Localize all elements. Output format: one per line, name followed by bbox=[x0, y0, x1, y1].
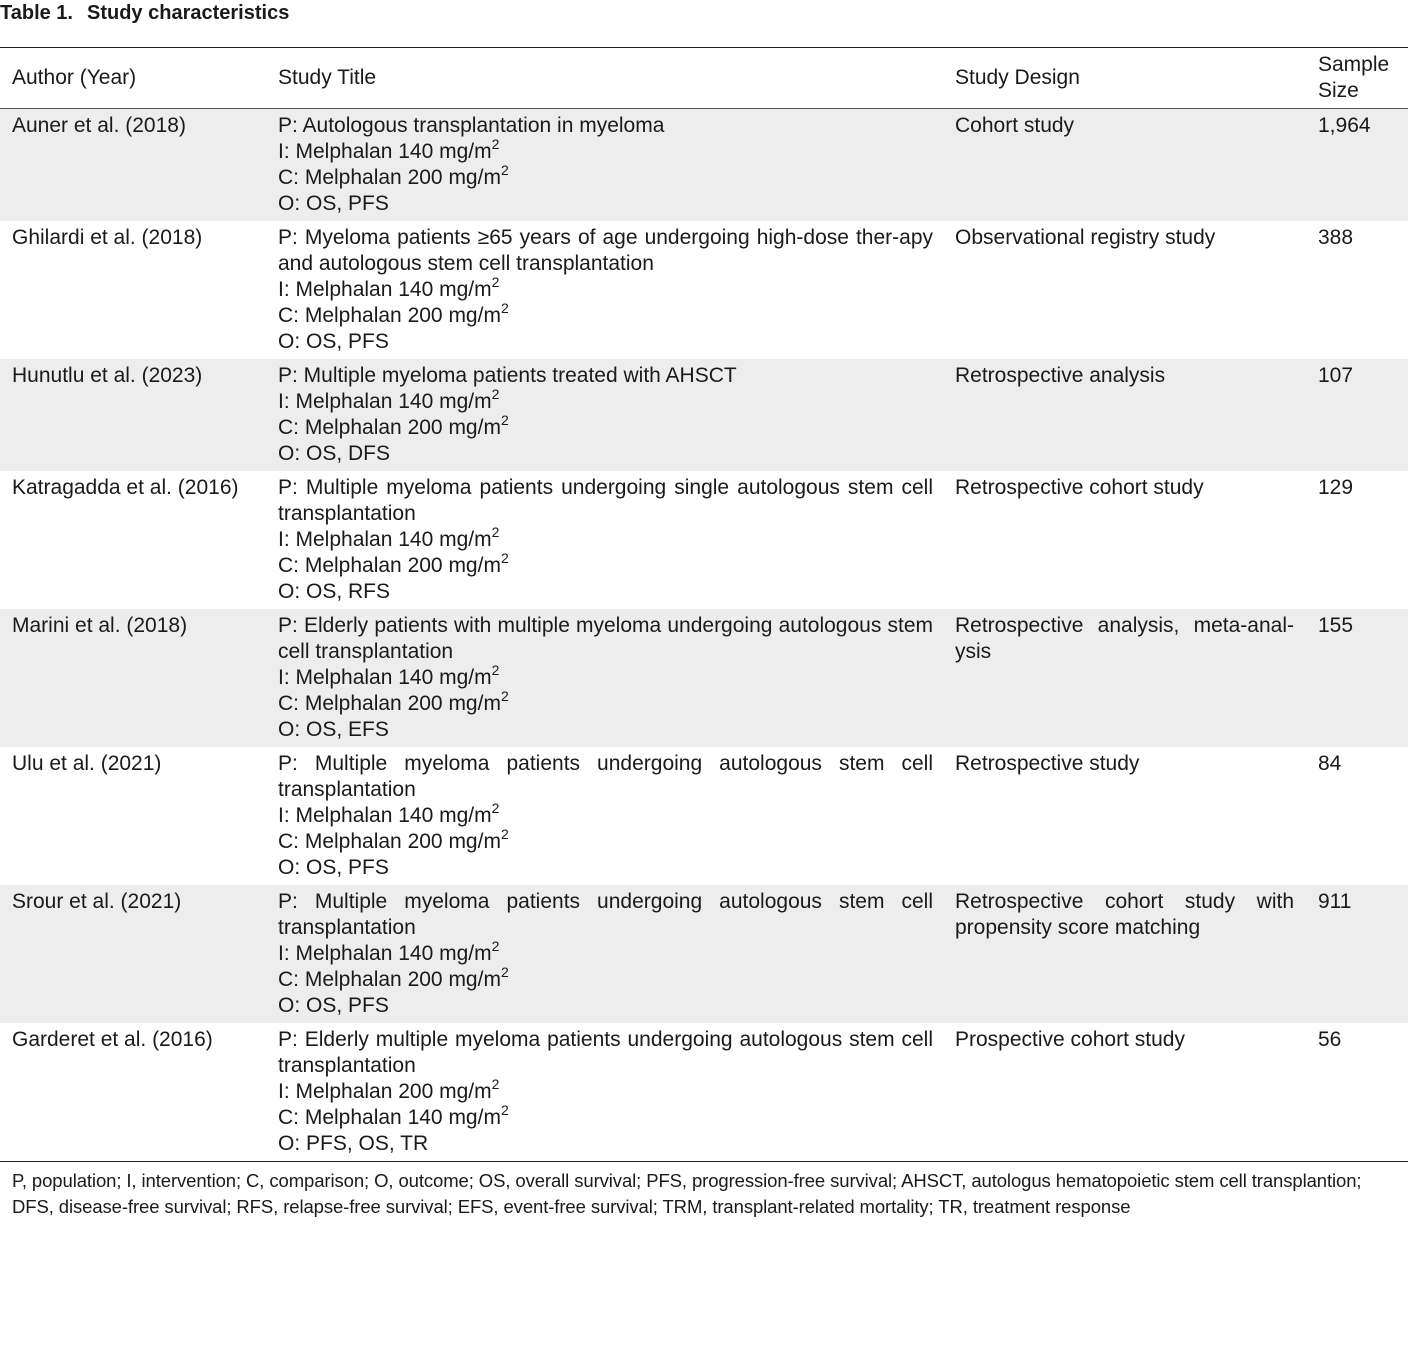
design-cell: Retrospective study bbox=[955, 752, 1140, 775]
design-cell: Prospective cohort study bbox=[955, 1028, 1185, 1051]
title-cell: P: Multiple myeloma patients treated with AHSCT I: Melphalan 140 $mg/m^2$ C: Melphalan 200 $mg/m^2$ O: OS, DFS bbox=[278, 364, 737, 465]
author-cell: Katragadda et al. (2016) bbox=[12, 476, 239, 499]
sample-size-cell: 388 bbox=[1318, 226, 1354, 249]
table-title: Study characteristics bbox=[87, 2, 290, 24]
table-row bbox=[0, 609, 1408, 747]
title-cell: P: Autologous transplantation in myeloma I: Melphalan 140 $mg/m^2$ C: Melphalan 200 $mg/m^2$ O: OS, PFS bbox=[278, 114, 665, 215]
title-cell: P: Myeloma patients ≥65 years of age undergoing high-dose ther-apy and autologous stem cell transplantation I: Melphalan 140 $mg/m^2$ C: Melphalan 200 $mg/m^2$ O: OS, PFS bbox=[278, 226, 933, 353]
design-cell: Retrospective cohort study with propensity score matching bbox=[955, 890, 1294, 939]
author-cell: Srour et al. (2021) bbox=[12, 890, 182, 913]
table-caption bbox=[0, 0, 289, 28]
title-cell: P: Elderly multiple myeloma patients undergoing autologous stem cell transplantation I: Melphalan 200 $mg/m^2$ C: Melphalan 140 $mg/m^2$ O: PFS, OS, TR bbox=[278, 1028, 933, 1155]
design-cell: Retrospective cohort study bbox=[955, 476, 1204, 499]
header-design: Study Design bbox=[955, 66, 1080, 89]
author-cell: Marini et al. (2018) bbox=[12, 614, 188, 637]
sample-size-cell: 84 bbox=[1318, 752, 1342, 775]
table-footnote: P, population; I, intervention; C, comparison; O, outcome; OS, overall survival; PFS, progression-free survival; AHSCT, autologus hematopoietic stem cell transplantion; DFS, disease-free survival; RFS, relapse-free survival; EFS, event-free survival; TRM, transplant-related mortality; TR, treatment response bbox=[0, 1161, 1408, 1220]
sample-size-cell: 107 bbox=[1318, 364, 1354, 387]
author-cell: Hunutlu et al. (2023) bbox=[12, 364, 203, 387]
author-cell: Auner et al. (2018) bbox=[12, 114, 186, 137]
author-cell: Garderet et al. (2016) bbox=[12, 1028, 213, 1051]
design-cell: Observational registry study bbox=[955, 226, 1216, 249]
title-cell: P: Multiple myeloma patients undergoing autologous stem cell transplantation I: Melphalan 140 $mg/m^2$ C: Melphalan 200 $mg/m^2$ O: OS, PFS bbox=[278, 752, 933, 879]
table-row bbox=[0, 359, 1408, 471]
title-cell: P: Elderly patients with multiple myeloma undergoing autologous stem cell transplantation I: Melphalan 140 $mg/m^2$ C: Melphalan 200 $mg/m^2$ O: OS, EFS bbox=[278, 614, 933, 741]
table-number: Table 1. bbox=[0, 2, 73, 24]
header-sample-size: Sample Size bbox=[1318, 53, 1390, 102]
sample-size-cell: 911 bbox=[1318, 890, 1352, 913]
design-cell: Cohort study bbox=[955, 114, 1075, 137]
table-row bbox=[0, 471, 1408, 609]
table-row bbox=[0, 221, 1408, 359]
sample-size-cell: 129 bbox=[1318, 476, 1354, 499]
table-header-row bbox=[0, 48, 1408, 109]
table-row bbox=[0, 109, 1408, 221]
study-characteristics-table bbox=[0, 47, 1408, 1161]
table-row bbox=[0, 885, 1408, 1023]
sample-size-cell: 56 bbox=[1318, 1028, 1342, 1051]
header-author: Author (Year) bbox=[12, 66, 137, 89]
header-title: Study Title bbox=[278, 66, 377, 89]
title-cell: P: Multiple myeloma patients undergoing autologous stem cell transplantation I: Melphalan 140 $mg/m^2$ C: Melphalan 200 $mg/m^2$ O: OS, PFS bbox=[278, 890, 933, 1017]
title-cell: P: Multiple myeloma patients undergoing single autologous stem cell transplantation I: Melphalan 140 $mg/m^2$ C: Melphalan 200 $mg/m^2$ O: OS, RFS bbox=[278, 476, 933, 603]
table-row bbox=[0, 747, 1408, 885]
design-cell: Retrospective analysis, meta-anal-ysis bbox=[955, 614, 1294, 663]
sample-size-cell: 1,964 bbox=[1318, 114, 1371, 137]
design-cell: Retrospective analysis bbox=[955, 364, 1166, 387]
sample-size-cell: 155 bbox=[1318, 614, 1354, 637]
author-cell: Ulu et al. (2021) bbox=[12, 752, 162, 775]
author-cell: Ghilardi et al. (2018) bbox=[12, 226, 203, 249]
table-row bbox=[0, 1023, 1408, 1161]
